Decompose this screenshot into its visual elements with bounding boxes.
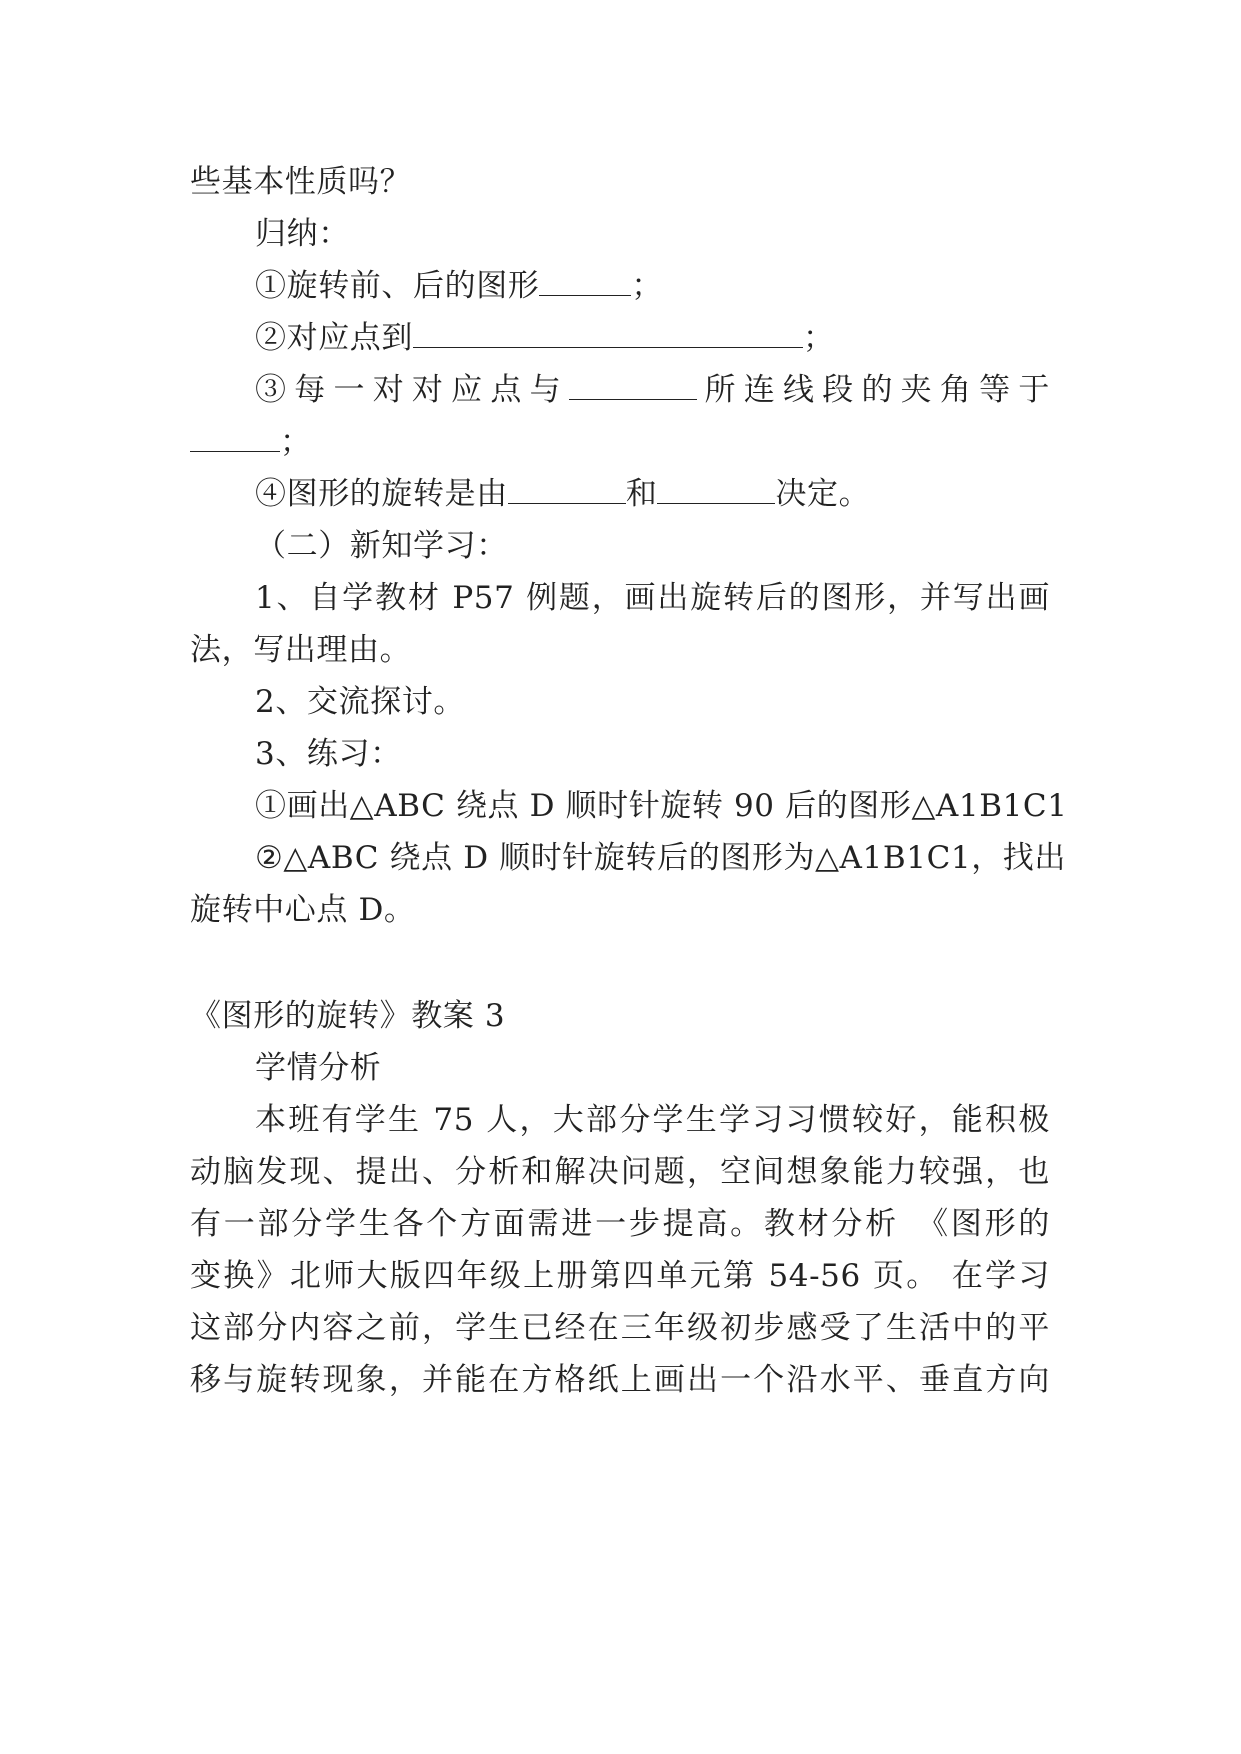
text-segment: ； (631, 268, 664, 304)
fill-in-blank (539, 271, 631, 296)
analysis-paragraph-line (190, 1204, 1050, 1244)
text-segment: ③每一对对应点与 (255, 372, 569, 408)
analysis-paragraph-line (190, 1152, 1050, 1192)
summary-item-3 (255, 370, 1050, 410)
text-line: 有一部分学生各个方面需进一步提高。教材分析 《图形的 (190, 1206, 1050, 1242)
summary-item-2 (255, 318, 1050, 358)
text-line: 《图形的旋转》教案 3 (190, 998, 506, 1034)
text-segment: 决定。 (775, 476, 871, 512)
paragraph-continuation (190, 162, 1050, 202)
text-line: 法，写出理由。 (190, 632, 412, 668)
task-1-continuation (190, 630, 1050, 670)
section-heading-new-knowledge (255, 526, 1050, 566)
text-segment: ①旋转前、后的图形 (255, 268, 540, 304)
text-line: 动脑发现、提出、分析和解决问题，空间想象能力较强，也 (190, 1154, 1050, 1190)
text-line: ②△ABC 绕点 D 顺时针旋转后的图形为△A1B1C1，找出 (255, 840, 1067, 876)
fill-in-blank (413, 323, 803, 348)
task-1 (255, 578, 1050, 618)
text-line: 学情分析 (255, 1050, 382, 1086)
text-line: 1、自学教材 P57 例题，画出旋转后的图形，并写出画 (255, 580, 1050, 616)
text-line: （二）新知学习： (255, 528, 508, 564)
text-segment: ； (803, 320, 835, 356)
text-segment: 所连线段的夹角等于 (696, 372, 1050, 408)
fill-in-blank (657, 479, 775, 504)
text-line: 移与旋转现象，并能在方格纸上画出一个沿水平、垂直方向 (190, 1362, 1050, 1398)
text-segment: ④图形的旋转是由 (255, 476, 508, 512)
analysis-paragraph-line (255, 1100, 1050, 1140)
text-segment: ②对应点到 (255, 320, 413, 356)
task-2 (255, 682, 1050, 722)
text-line: 2、交流探讨。 (255, 684, 465, 720)
text-line: 本班有学生 75 人，大部分学生学习习惯较好，能积极 (255, 1102, 1050, 1138)
text-line: 变换》北师大版四年级上册第四单元第 54-56 页。 在学习 (190, 1258, 1050, 1294)
analysis-paragraph-line (190, 1308, 1050, 1348)
exercise-2-continuation (190, 890, 1050, 930)
text-line: ①画出△ABC 绕点 D 顺时针旋转 90 后的图形△A1B1C1 (255, 788, 1068, 824)
fill-in-blank (508, 479, 626, 504)
analysis-paragraph-line (190, 1256, 1050, 1296)
text-line: 旋转中心点 D。 (190, 892, 416, 928)
fill-in-blank (190, 427, 280, 452)
analysis-paragraph-line (190, 1360, 1050, 1400)
text-line: 这部分内容之前，学生已经在三年级初步感受了生活中的平 (190, 1310, 1050, 1346)
exercise-1 (255, 786, 1068, 826)
summary-heading (255, 214, 1050, 254)
summary-item-3-continuation (190, 422, 1050, 462)
section-heading-student-analysis (255, 1048, 1050, 1088)
text-segment: 和 (625, 476, 658, 512)
text-line: 归纳： (255, 216, 350, 252)
summary-item-4 (255, 474, 1050, 514)
lesson-title (190, 996, 1050, 1036)
text-line: 些基本性质吗？ (190, 164, 412, 200)
summary-item-1 (255, 266, 1050, 306)
fill-in-blank (569, 375, 697, 400)
text-segment: ； (280, 424, 312, 460)
task-3 (255, 734, 1050, 774)
exercise-2 (255, 838, 1067, 878)
text-line: 3、练习： (255, 736, 402, 772)
